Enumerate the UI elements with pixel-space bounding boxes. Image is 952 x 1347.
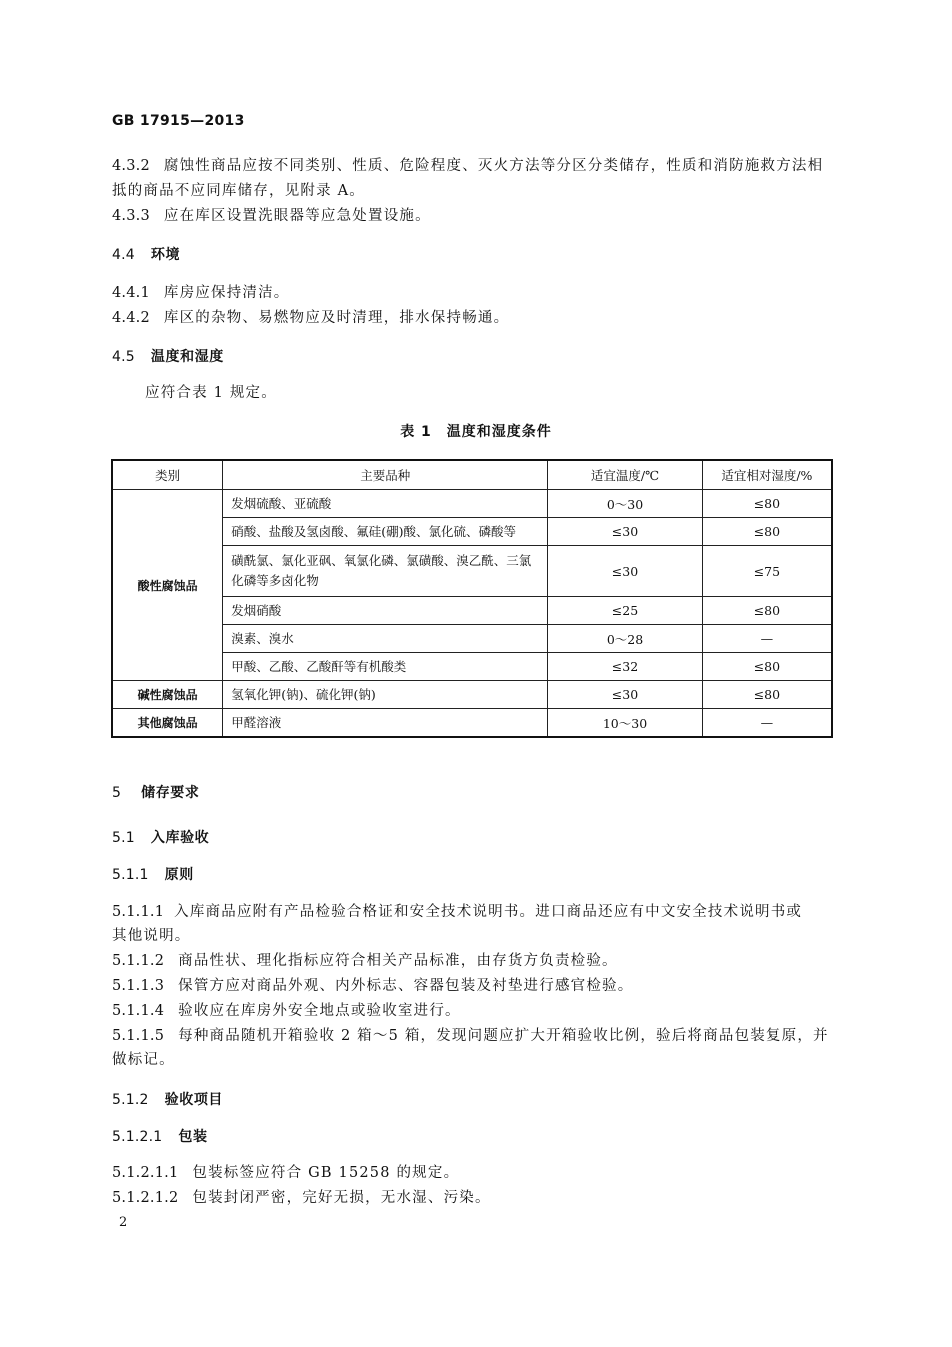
clause-number: 4.4.1 — [112, 285, 150, 301]
section-5-1-2-1-heading — [112, 1126, 208, 1146]
variety-cell: 氢氧化钾(钠)、硫化钾(钠) — [223, 681, 548, 709]
clause-number: 5.1.2.1.2 — [112, 1190, 179, 1206]
section-5-1-1-heading — [112, 864, 194, 884]
header-humidity: 适宜相对湿度/% — [702, 460, 832, 490]
clause-number: 5.1.1.5 — [112, 1028, 165, 1044]
temperature-cell: ≤30 — [548, 546, 703, 597]
clause-text: 包装标签应符合 GB 15258 的规定。 — [192, 1165, 460, 1181]
humidity-cell: — — [702, 709, 832, 738]
header-category: 类别 — [112, 460, 223, 490]
section-number: 5 — [112, 785, 122, 801]
temperature-cell: 0～30 — [548, 490, 703, 518]
clause-5-1-1-5-cont: 做标记。 — [112, 1052, 175, 1068]
temperature-cell: ≤30 — [548, 518, 703, 546]
variety-cell: 硝酸、盐酸及氢卤酸、氟硅(硼)酸、氯化硫、磷酸等 — [223, 518, 548, 546]
section-number: 4.5 — [112, 349, 135, 365]
variety-cell: 发烟硝酸 — [223, 597, 548, 625]
temperature-cell: ≤30 — [548, 681, 703, 709]
section-title: 包装 — [178, 1129, 208, 1145]
section-4-4-heading — [112, 244, 180, 264]
variety-cell: 甲醛溶液 — [223, 709, 548, 738]
clause-number: 5.1.1.2 — [112, 953, 165, 969]
temperature-humidity-table — [111, 459, 833, 738]
standard-header: GB 17915—2013 — [112, 113, 245, 129]
clause-5-1-2-1-2 — [112, 1187, 491, 1209]
clause-4-3-2 — [112, 155, 823, 177]
table-header-row — [112, 460, 832, 490]
variety-cell: 发烟硫酸、亚硫酸 — [223, 490, 548, 518]
humidity-cell: ≤80 — [702, 681, 832, 709]
humidity-cell: ≤75 — [702, 546, 832, 597]
clause-number: 4.4.2 — [112, 310, 150, 326]
humidity-cell: — — [702, 625, 832, 653]
clause-text: 商品性状、理化指标应符合相关产品标准，由存货方负责检验。 — [178, 953, 618, 969]
section-number: 5.1.1 — [112, 867, 149, 883]
clause-text: 入库商品应附有产品检验合格证和安全技术说明书。进口商品还应有中文安全技术说明书或 — [174, 904, 803, 920]
section-number: 4.4 — [112, 247, 135, 263]
clause-4-3-2-cont: 抵的商品不应同库储存，见附录 A。 — [112, 183, 365, 199]
clause-5-1-1-3 — [112, 975, 633, 997]
variety-cell: 甲酸、乙酸、乙酸酐等有机酸类 — [223, 653, 548, 681]
clause-5-1-1-2 — [112, 950, 618, 972]
temperature-cell: ≤25 — [548, 597, 703, 625]
clause-4-4-2 — [112, 307, 509, 329]
variety-cell: 溴素、溴水 — [223, 625, 548, 653]
clause-4-4-1 — [112, 282, 290, 304]
clause-text: 包装封闭严密，完好无损，无水湿、污染。 — [192, 1190, 491, 1206]
clause-number: 5.1.1.4 — [112, 1003, 165, 1019]
clause-text: 腐蚀性商品应按不同类别、性质、危险程度、灭火方法等分区分类储存，性质和消防施救方法相 — [163, 158, 824, 174]
variety-cell: 磺酰氯、氯化亚砜、氧氯化磷、氯磺酸、溴乙酰、三氯化磷等多卤化物 — [223, 546, 548, 597]
humidity-cell: ≤80 — [702, 518, 832, 546]
section-5-1-heading — [112, 827, 209, 847]
table-row — [112, 709, 832, 738]
clause-number: 5.1.2.1.1 — [112, 1165, 179, 1181]
clause-text: 每种商品随机开箱验收 2 箱～5 箱，发现问题应扩大开箱验收比例，验后将商品包装复原，并 — [178, 1028, 829, 1044]
humidity-cell: ≤80 — [702, 653, 832, 681]
temperature-cell: ≤32 — [548, 653, 703, 681]
section-title: 储存要求 — [141, 785, 200, 801]
clause-text: 库房应保持清洁。 — [163, 285, 290, 301]
temperature-cell: 10～30 — [548, 709, 703, 738]
clause-4-3-3 — [112, 205, 431, 227]
page-number: 2 — [119, 1215, 128, 1230]
clause-5-1-1-1 — [112, 901, 802, 923]
table-row — [112, 681, 832, 709]
section-title: 原则 — [164, 867, 194, 883]
section-title: 温度和湿度 — [150, 349, 224, 365]
category-alkaline: 碱性腐蚀品 — [112, 681, 223, 709]
header-main-varieties: 主要品种 — [223, 460, 548, 490]
section-4-5-text: 应符合表 1 规定。 — [145, 385, 277, 401]
section-title: 环境 — [150, 247, 181, 263]
clause-5-1-2-1-1 — [112, 1162, 459, 1184]
category-other: 其他腐蚀品 — [112, 709, 223, 738]
clause-text: 验收应在库房外安全地点或验收室进行。 — [178, 1003, 461, 1019]
clause-5-1-1-4 — [112, 1000, 461, 1022]
table-row — [112, 490, 832, 518]
humidity-cell: ≤80 — [702, 490, 832, 518]
clause-5-1-1-5 — [112, 1025, 829, 1047]
clause-text: 库区的杂物、易燃物应及时清理，排水保持畅通。 — [163, 310, 510, 326]
clause-5-1-1-1-cont: 其他说明。 — [112, 928, 191, 944]
section-4-5-heading — [112, 346, 224, 366]
temperature-cell: 0～28 — [548, 625, 703, 653]
category-acidic: 酸性腐蚀品 — [112, 490, 223, 681]
section-number: 5.1.2.1 — [112, 1129, 163, 1145]
section-5-heading — [112, 782, 200, 802]
clause-number: 5.1.1.3 — [112, 978, 165, 994]
clause-number: 4.3.3 — [112, 208, 150, 224]
humidity-cell: ≤80 — [702, 597, 832, 625]
clause-number: 5.1.1.1 — [112, 904, 165, 920]
clause-text: 保管方应对商品外观、内外标志、容器包装及衬垫进行感官检验。 — [178, 978, 634, 994]
section-5-1-2-heading — [112, 1089, 223, 1109]
section-title: 验收项目 — [164, 1092, 224, 1108]
header-temperature: 适宜温度/℃ — [548, 460, 703, 490]
clause-number: 4.3.2 — [112, 158, 150, 174]
section-number: 5.1 — [112, 830, 135, 846]
section-number: 5.1.2 — [112, 1092, 149, 1108]
section-title: 入库验收 — [150, 830, 210, 846]
table-caption: 表 1 温度和湿度条件 — [400, 424, 552, 440]
clause-text: 应在库区设置洗眼器等应急处置设施。 — [163, 208, 431, 224]
